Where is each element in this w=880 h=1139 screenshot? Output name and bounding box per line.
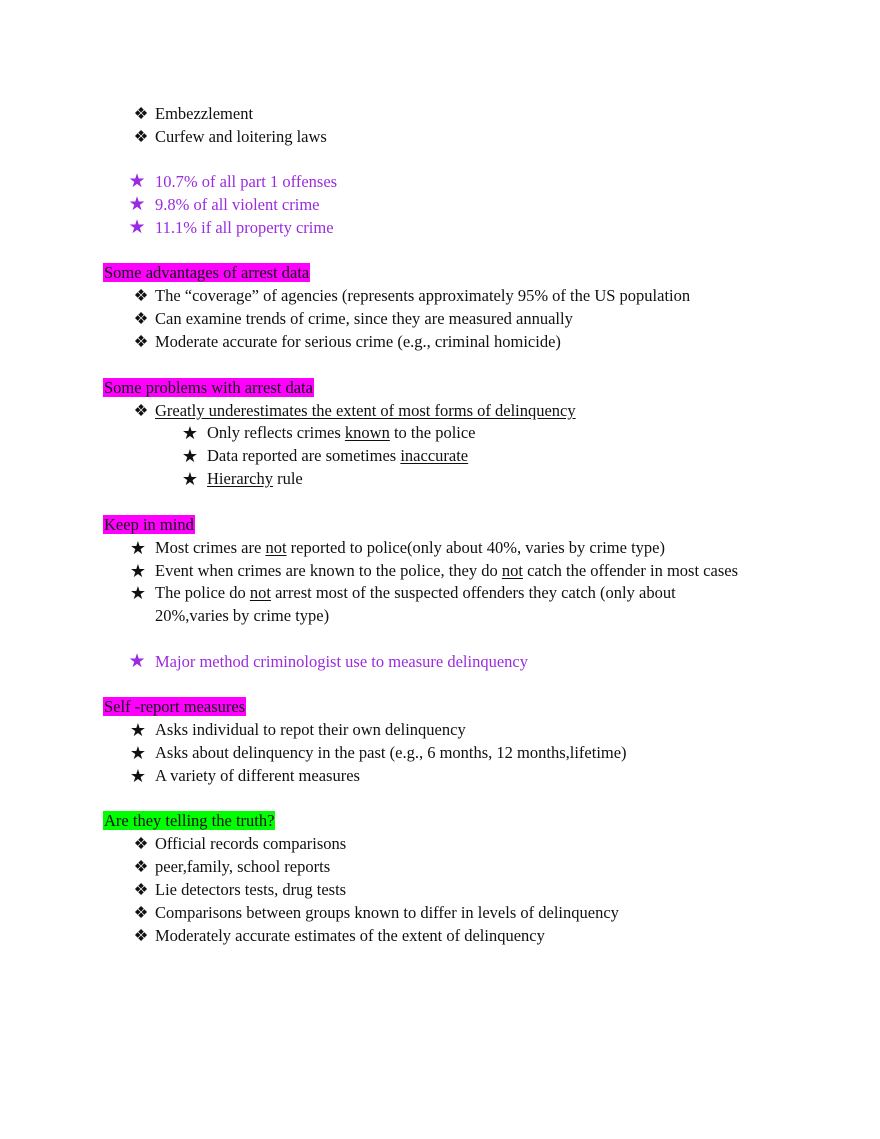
section-heading-advantages: Some advantages of arrest data [104,263,310,282]
stat-text: 11.1% if all property crime [155,218,334,237]
star-bullet-icon: ★ [129,720,147,740]
list-item-text: Lie detectors tests, drug tests [155,880,347,899]
star-bullet-icon: ★ [128,651,146,672]
list-item-text: The “coverage” of agencies (represents approximately 95% of the US population [155,286,691,305]
diamond-bullet-icon: ❖ [133,286,149,305]
list-item-text: Moderate accurate for serious crime (e.g., criminal homicide) [155,332,561,351]
section-heading-truth: Are they telling the truth? [104,811,275,830]
section-heading-self-report: Self -report measures [104,697,246,716]
list-item-text: Curfew and loitering laws [155,127,327,146]
section-heading-problems: Some problems with arrest data [104,378,313,397]
diamond-bullet-icon: ❖ [133,104,149,123]
list-item-continuation: 20%,varies by crime type) [155,606,330,625]
sub-list-item-text: Hierarchy rule [207,469,303,488]
diamond-bullet-icon: ❖ [133,926,149,945]
star-bullet-icon: ★ [129,538,147,558]
star-bullet-icon: ★ [128,194,146,215]
list-item-text: Can examine trends of crime, since they are measured annually [155,309,573,328]
list-item-text: Event when crimes are known to the police, they do not catch the offender in most cases [155,561,738,580]
stat-text: 10.7% of all part 1 offenses [155,172,338,191]
star-bullet-icon: ★ [129,561,147,581]
star-bullet-icon: ★ [129,583,147,603]
list-item-text: peer,family, school reports [155,857,331,876]
list-item-text: Official records comparisons [155,834,347,853]
list-item-text: Greatly underestimates the extent of most forms of delinquency [155,401,576,420]
diamond-bullet-icon: ❖ [133,834,149,853]
diamond-bullet-icon: ❖ [133,309,149,328]
list-item-text: Most crimes are not reported to police(only about 40%, varies by crime type) [155,538,665,557]
list-item-text: The police do not arrest most of the suspected offenders they catch (only about [155,583,676,602]
sub-list-item-text: Data reported are sometimes inaccurate [207,446,469,465]
sub-list-item-text: Only reflects crimes known to the police [207,423,476,442]
list-item-text: Asks individual to repot their own delinquency [155,720,466,739]
diamond-bullet-icon: ❖ [133,401,149,420]
list-item-text: Asks about delinquency in the past (e.g., 6 months, 12 months,lifetime) [155,743,627,762]
star-bullet-icon: ★ [181,469,199,489]
stat-text: 9.8% of all violent crime [155,195,320,214]
diamond-bullet-icon: ❖ [133,857,149,876]
star-bullet-icon: ★ [181,423,199,443]
star-bullet-icon: ★ [128,217,146,238]
diamond-bullet-icon: ❖ [133,332,149,351]
section-heading-keep-in-mind: Keep in mind [104,515,194,534]
star-bullet-icon: ★ [181,446,199,466]
star-bullet-icon: ★ [129,766,147,786]
diamond-bullet-icon: ❖ [133,903,149,922]
diamond-bullet-icon: ❖ [133,127,149,146]
star-bullet-icon: ★ [128,171,146,192]
highlight-note-text: Major method criminologist use to measure delinquency [155,652,528,671]
list-item-text: A variety of different measures [155,766,360,785]
diamond-bullet-icon: ❖ [133,880,149,899]
list-item-text: Comparisons between groups known to differ in levels of delinquency [155,903,619,922]
list-item-text: Moderately accurate estimates of the extent of delinquency [155,926,545,945]
star-bullet-icon: ★ [129,743,147,763]
list-item-text: Embezzlement [155,104,254,123]
